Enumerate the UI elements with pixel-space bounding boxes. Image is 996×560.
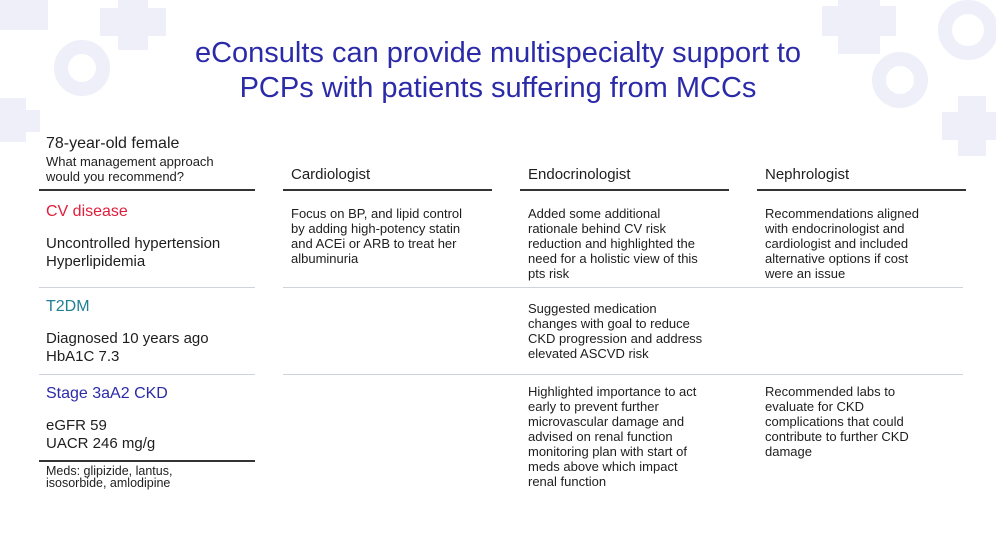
meds-note bbox=[46, 465, 256, 489]
column-header-cardiologist: Cardiologist bbox=[291, 166, 371, 183]
patient-question-line1: What management approach bbox=[46, 154, 214, 169]
rec-line: advised on renal function bbox=[528, 429, 673, 444]
rec-row2-endocrinologist bbox=[528, 301, 743, 361]
patient-heading: 78-year-old female bbox=[46, 135, 180, 152]
page-title-line2: PCPs with patients suffering from MCCs bbox=[239, 72, 757, 104]
rec-line: Focus on BP, and lipid control bbox=[291, 206, 463, 221]
condition-name: Stage 3aA2 CKD bbox=[46, 385, 168, 402]
rec-line: elevated ASCVD risk bbox=[528, 346, 649, 361]
rec-line: evaluate for CKD bbox=[765, 399, 864, 414]
rec-line: renal function bbox=[528, 474, 607, 489]
meds-line1: Meds: glipizide, lantus, bbox=[46, 464, 173, 478]
rec-line: cardiologist and included bbox=[765, 236, 909, 251]
column-header-nephrologist: Nephrologist bbox=[765, 166, 850, 183]
rec-row1-endocrinologist bbox=[528, 206, 743, 281]
condition-detail: eGFR 59 bbox=[46, 417, 107, 434]
page-title bbox=[0, 36, 996, 106]
patient-header bbox=[46, 134, 256, 184]
rec-line: need for a holistic view of this bbox=[528, 251, 698, 266]
rec-line: Added some additional bbox=[528, 206, 661, 221]
row-separator-2 bbox=[283, 374, 963, 375]
condition-cv-disease bbox=[46, 202, 256, 270]
condition-detail: UACR 246 mg/g bbox=[46, 434, 156, 452]
rec-line: microvascular damage and bbox=[528, 414, 685, 429]
condition-ckd bbox=[46, 384, 256, 452]
meds-line2: isosorbide, amlodipine bbox=[46, 476, 171, 490]
header-rule-cardiologist bbox=[283, 189, 492, 191]
rec-line: were an issue bbox=[765, 266, 846, 281]
row-separator-1-left bbox=[39, 287, 255, 288]
header-rule-endocrinologist bbox=[520, 189, 729, 191]
patient-question-line2: would you recommend? bbox=[46, 169, 185, 184]
rec-line: rationale behind CV risk bbox=[528, 221, 667, 236]
rec-line: early to prevent further bbox=[528, 399, 659, 414]
rec-line: Highlighted importance to act bbox=[528, 384, 697, 399]
rec-row1-cardiologist bbox=[291, 206, 501, 266]
rec-line: CKD progression and address bbox=[528, 331, 703, 346]
condition-name: CV disease bbox=[46, 203, 128, 220]
rec-row3-endocrinologist bbox=[528, 384, 743, 489]
rec-line: pts risk bbox=[528, 266, 570, 281]
rec-line: meds above which impact bbox=[528, 459, 678, 474]
header-rule-nephrologist bbox=[757, 189, 966, 191]
rec-line: contribute to further CKD bbox=[765, 429, 909, 444]
rec-line: Recommended labs to bbox=[765, 384, 896, 399]
condition-name: T2DM bbox=[46, 298, 90, 315]
row-separator-1 bbox=[283, 287, 963, 288]
row-separator-2-left bbox=[39, 374, 255, 375]
rec-line: by adding high-potency statin bbox=[291, 221, 461, 236]
rec-line: with endocrinologist and bbox=[765, 221, 905, 236]
rec-row1-nephrologist bbox=[765, 206, 980, 281]
header-rule-patient bbox=[39, 189, 255, 191]
rec-line: complications that could bbox=[765, 414, 904, 429]
rec-line: monitoring plan with start of bbox=[528, 444, 687, 459]
condition-detail: Uncontrolled hypertension bbox=[46, 235, 221, 252]
condition-detail: HbA1C 7.3 bbox=[46, 347, 120, 365]
condition-t2dm bbox=[46, 297, 256, 365]
rec-line: and ACEi or ARB to treat her bbox=[291, 236, 457, 251]
rec-line: damage bbox=[765, 444, 812, 459]
rec-line: Suggested medication bbox=[528, 301, 657, 316]
condition-detail: Hyperlipidemia bbox=[46, 252, 146, 270]
rec-line: changes with goal to reduce bbox=[528, 316, 690, 331]
condition-detail: Diagnosed 10 years ago bbox=[46, 330, 209, 347]
rec-line: albuminuria bbox=[291, 251, 359, 266]
rec-line: Recommendations aligned bbox=[765, 206, 919, 221]
rec-line: alternative options if cost bbox=[765, 251, 909, 266]
rec-line: reduction and highlighted the bbox=[528, 236, 695, 251]
column-header-endocrinologist: Endocrinologist bbox=[528, 166, 631, 183]
page-title-line1: eConsults can provide multispecialty support to bbox=[194, 37, 802, 69]
rec-row3-nephrologist bbox=[765, 384, 980, 459]
meds-rule bbox=[39, 460, 255, 462]
